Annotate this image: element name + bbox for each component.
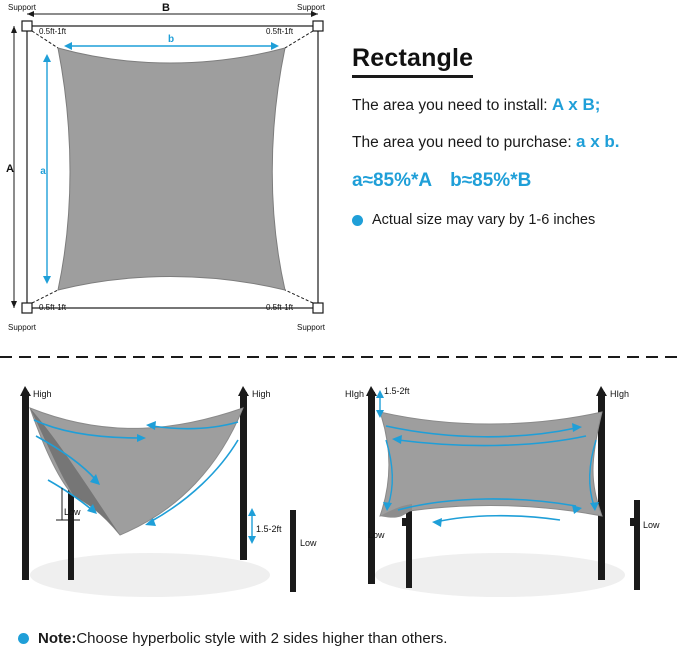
post-left-high — [368, 392, 375, 584]
install-area-value: A x B; — [551, 95, 601, 114]
low-left-label: Low — [64, 507, 81, 517]
ground-shadow — [375, 553, 625, 597]
arrow-head — [43, 54, 51, 62]
rectangle-shade-sail-diagram — [0, 0, 350, 350]
arrow-head-up — [238, 386, 249, 396]
bullet-dot-icon — [352, 215, 363, 226]
arrow-head — [432, 518, 442, 527]
post-right-high — [240, 392, 247, 560]
note-label: Note: — [38, 630, 77, 647]
arrow-head — [271, 42, 279, 50]
label-A: A — [6, 163, 14, 175]
support-corner-icon — [313, 303, 323, 313]
install-area-line — [352, 95, 672, 115]
high-right-label: HIgh — [610, 389, 630, 399]
note-text: Choose hyperbolic style with 2 sides higher than others. — [76, 630, 448, 647]
drop-label: 1.5-2ft — [384, 386, 410, 396]
low-marker-left — [402, 518, 410, 526]
corner-connector — [285, 290, 313, 303]
hyperbolic-install-diagram — [0, 370, 340, 620]
arrow-head — [64, 42, 72, 50]
arrow-head — [11, 301, 17, 308]
support-label: Support — [8, 323, 37, 332]
rectangle-install-diagram — [340, 370, 679, 620]
install-area-prefix: The area you need to install: — [352, 97, 552, 114]
arrow-head — [11, 26, 17, 33]
info-panel — [352, 44, 672, 228]
arrow-head-up — [366, 386, 377, 396]
post-right-low — [290, 510, 296, 592]
purchase-area-line — [352, 132, 672, 152]
low-left-label: Low — [368, 530, 385, 540]
ground-shadow — [30, 553, 270, 597]
formula-line — [352, 170, 672, 192]
arrow-head — [43, 276, 51, 284]
size-variance-note — [352, 212, 672, 228]
label-b: b — [167, 34, 175, 45]
high-left-label: High — [33, 389, 52, 399]
gap-label: 0.5ft-1ft — [39, 303, 67, 312]
low-marker-right — [630, 518, 638, 526]
drop-label: 1.5-2ft — [256, 524, 282, 534]
gap-label: 0.5ft-1ft — [39, 27, 67, 36]
purchase-area-prefix: The area you need to purchase: — [352, 134, 577, 151]
post-left-high — [22, 392, 29, 580]
label-a: a — [40, 166, 46, 177]
support-label: Support — [8, 3, 37, 12]
sail-fabric — [58, 48, 285, 290]
sail-fabric — [380, 412, 602, 516]
support-label: Support — [297, 3, 326, 12]
corner-connector — [32, 290, 58, 303]
arrow-head — [376, 390, 384, 398]
purchase-area-value: a x b. — [576, 132, 620, 151]
arrow-head-up — [20, 386, 31, 396]
low-right-label: Low — [300, 538, 317, 548]
post-right-low — [634, 500, 640, 590]
post-left-low — [68, 488, 74, 580]
support-corner-icon — [22, 21, 32, 31]
support-corner-icon — [22, 303, 32, 313]
section-divider — [0, 356, 679, 358]
gap-label: 0.5ft-1ft — [266, 303, 294, 312]
size-variance-text: Actual size may vary by 1-6 inches — [372, 212, 596, 228]
formula-b: b≈85%*B — [450, 170, 532, 191]
tension-arrow — [436, 516, 560, 522]
formula-a: a≈85%*A — [352, 170, 433, 191]
arrow-head-up — [596, 386, 607, 396]
bullet-dot-icon — [18, 633, 29, 644]
high-left-label: HIgh — [345, 389, 365, 399]
support-corner-icon — [313, 21, 323, 31]
support-label: Support — [297, 323, 326, 332]
high-right-label: High — [252, 389, 271, 399]
gap-label: 0.5ft-1ft — [266, 27, 294, 36]
low-right-label: Low — [643, 520, 660, 530]
footer-note — [18, 630, 447, 647]
page-title: Rectangle — [352, 44, 473, 78]
arrow-head — [248, 536, 256, 544]
label-B: B — [162, 2, 170, 14]
arrow-head — [248, 508, 256, 516]
